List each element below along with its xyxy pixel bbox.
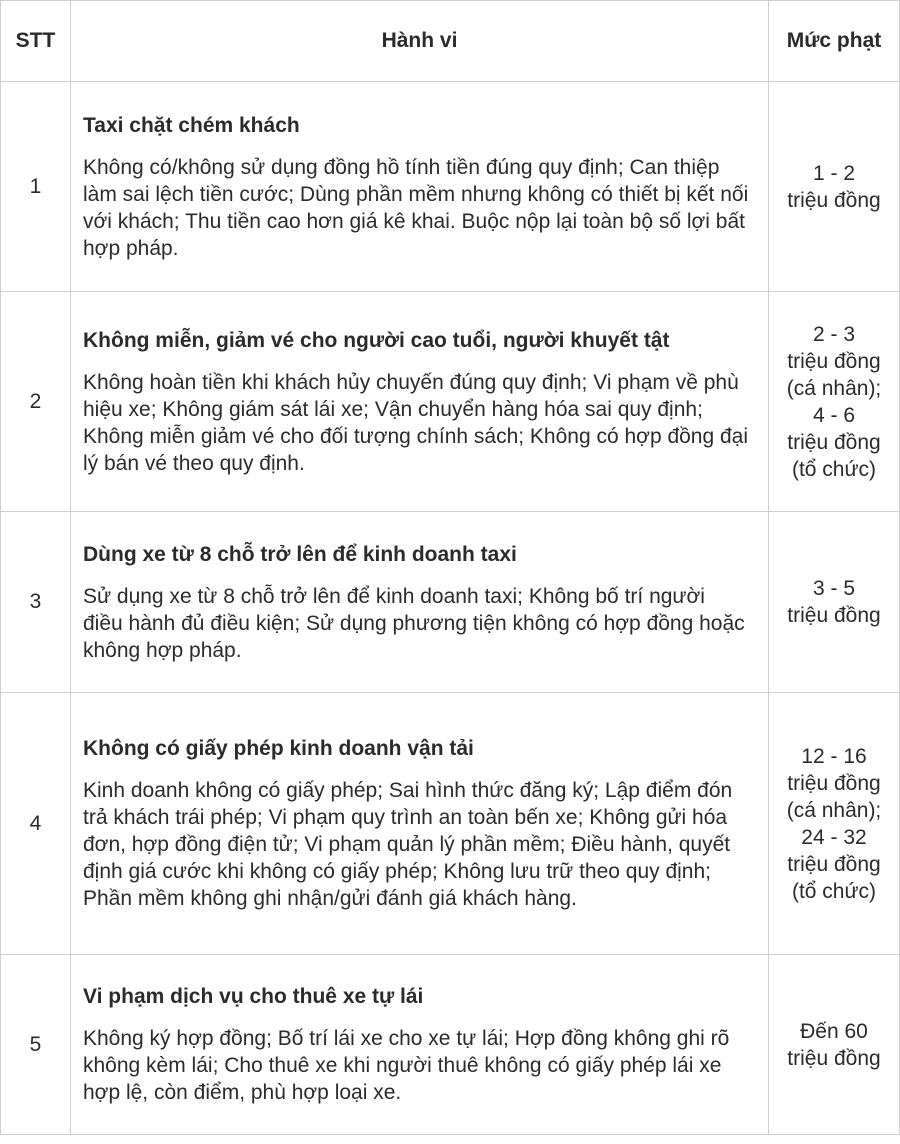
fine-line: triệu đồng (787, 188, 881, 212)
row-stt: 3 (1, 512, 71, 693)
fine-line: Đến 60 (800, 1019, 868, 1043)
row-behavior (71, 693, 769, 955)
fine-line: triệu đồng (787, 852, 881, 876)
row-stt: 4 (1, 693, 71, 955)
row-stt: 1 (1, 82, 71, 292)
behavior-title: Vi phạm dịch vụ cho thuê xe tự lái (83, 985, 424, 1008)
table-row (1, 512, 900, 693)
row-fine (769, 82, 900, 292)
behavior-description: Không hoàn tiền khi khách hủy chuyến đúng quy định; Vi phạm về phù hiệu xe; Không giám sát lái xe; Vận chuyển hàng hóa sai quy định; Không miễn giảm vé cho đối tượng chính sách; Không có hợp đồng đại lý bán vé theo quy định. (83, 370, 749, 475)
header-fine: Mức phạt (769, 1, 900, 82)
fine-line: (tổ chức) (791, 879, 877, 903)
row-fine (769, 955, 900, 1135)
table-row (1, 82, 900, 292)
fine-line: triệu đồng (787, 604, 881, 627)
table-row (1, 693, 900, 955)
behavior-title: Taxi chặt chém khách (83, 113, 300, 137)
row-behavior (71, 292, 769, 512)
row-stt: 5 (1, 955, 71, 1135)
row-behavior (71, 512, 769, 693)
header-behavior: Hành vi (71, 1, 769, 82)
row-stt: 2 (1, 292, 71, 512)
fine-line: 2 - 3 (812, 322, 856, 346)
fine-line: 1 - 2 (812, 161, 856, 185)
fine-line: triệu đồng (787, 1046, 881, 1070)
row-behavior (71, 82, 769, 292)
fine-line: triệu đồng (787, 349, 881, 373)
behavior-description: Kinh doanh không có giấy phép; Sai hình thức đăng ký; Lập điểm đón trả khách trái phép; Vi phạm quy trình an toàn bến xe; Không gửi hóa đơn, hợp đồng điện tử; Vi phạm quản lý phần mềm; Điều hành, quyết định giá cước khi không có giấy phép; Không lưu trữ theo quy định; Phần mềm không ghi nhận/gửi đánh giá khách hàng. (83, 779, 733, 910)
behavior-description: Không có/không sử dụng đồng hồ tính tiền đúng quy định; Can thiệp làm sai lệch tiền cước; Dùng phần mềm nhưng không có thiết bị kết nối với khách; Thu tiền cao hơn giá kê khai. Buộc nộp lại toàn bộ số lợi bất hợp pháp. (83, 155, 749, 260)
row-fine (769, 512, 900, 693)
fine-line: 4 - 6 (812, 403, 856, 427)
behavior-title: Dùng xe từ 8 chỗ trở lên để kinh doanh taxi (83, 542, 517, 566)
row-behavior (71, 955, 769, 1135)
fine-line: triệu đồng (787, 430, 881, 454)
behavior-title: Không miễn, giảm vé cho người cao tuổi, người khuyết tật (83, 328, 670, 352)
fine-line: 12 - 16 (801, 744, 867, 768)
behavior-description: Sử dụng xe từ 8 chỗ trở lên để kinh doanh taxi; Không bố trí người điều hành đủ điều kiện; Sử dụng phương tiện không có hợp đồng hoặc không hợp pháp. (83, 584, 745, 662)
fine-line: (cá nhân); (786, 798, 882, 822)
table-row (1, 955, 900, 1135)
fine-line: 3 - 5 (812, 577, 856, 600)
fine-line: 24 - 32 (801, 825, 867, 849)
header-stt: STT (1, 1, 71, 82)
table-body (1, 82, 900, 1135)
fine-line: triệu đồng (787, 771, 881, 795)
table-header (1, 1, 900, 82)
header-row (1, 1, 900, 82)
fine-line: (tổ chức) (791, 457, 877, 481)
row-fine (769, 693, 900, 955)
fine-line: (cá nhân); (786, 376, 882, 400)
row-fine (769, 292, 900, 512)
behavior-title: Không có giấy phép kinh doanh vận tải (83, 737, 474, 760)
behavior-description: Không ký hợp đồng; Bố trí lái xe cho xe tự lái; Hợp đồng không ghi rõ không kèm lái; Cho thuê xe khi người thuê không có giấy phép lái xe hợp lệ, còn điểm, phù hợp loại xe. (83, 1027, 730, 1104)
table-row (1, 292, 900, 512)
